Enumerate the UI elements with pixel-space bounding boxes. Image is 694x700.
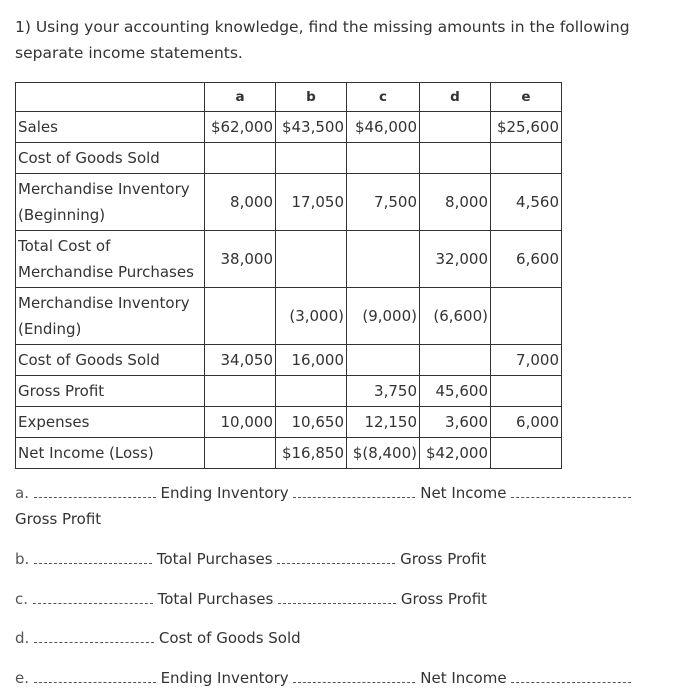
cell-value: $43,500 bbox=[276, 112, 347, 143]
cell-value: 16,000 bbox=[276, 345, 347, 376]
cell-value: $62,000 bbox=[205, 112, 276, 143]
table-row bbox=[16, 407, 562, 438]
answer-line-c bbox=[15, 590, 487, 608]
answer-letter: a. bbox=[15, 484, 29, 502]
answer-blank[interactable] bbox=[34, 487, 156, 498]
cell-value: 3,750 bbox=[347, 376, 420, 407]
answer-line-e bbox=[15, 669, 631, 687]
answer-item-label: Gross Profit bbox=[15, 510, 102, 528]
cell-value: 6,000 bbox=[491, 407, 562, 438]
table-row bbox=[16, 288, 562, 345]
cell-value bbox=[276, 143, 347, 174]
cell-value: 34,050 bbox=[205, 345, 276, 376]
cell-value: $(8,400) bbox=[347, 438, 420, 469]
answer-item-label: Net Income bbox=[420, 484, 507, 502]
cell-value bbox=[347, 143, 420, 174]
cell-value: 38,000 bbox=[205, 231, 276, 288]
row-label: Sales bbox=[16, 112, 205, 143]
answer-blank[interactable] bbox=[277, 553, 395, 564]
cell-value: $42,000 bbox=[420, 438, 491, 469]
answer-item-label: Total Purchases bbox=[157, 590, 274, 608]
answer-item-label: Gross Profit bbox=[400, 550, 487, 568]
row-label: Merchandise Inventory (Beginning) bbox=[16, 174, 205, 231]
row-label: Cost of Goods Sold bbox=[16, 143, 205, 174]
answer-line-a-continued bbox=[15, 510, 101, 528]
cell-value bbox=[347, 231, 420, 288]
table-row bbox=[16, 174, 562, 231]
answer-item-label: Net Income bbox=[420, 669, 507, 687]
cell-value: 17,050 bbox=[276, 174, 347, 231]
answer-blank[interactable] bbox=[293, 487, 415, 498]
cell-value: 8,000 bbox=[420, 174, 491, 231]
cell-value bbox=[205, 143, 276, 174]
question-text: 1) Using your accounting knowledge, find the missing amounts in the following separate income statements. bbox=[15, 18, 630, 62]
column-header-e: e bbox=[491, 83, 562, 112]
cell-value: 12,150 bbox=[347, 407, 420, 438]
column-header-c: c bbox=[347, 83, 420, 112]
table-row bbox=[16, 345, 562, 376]
cell-value bbox=[420, 112, 491, 143]
income-statements-table bbox=[15, 82, 562, 469]
answer-blank[interactable] bbox=[511, 487, 631, 498]
cell-value bbox=[491, 376, 562, 407]
cell-value: 7,000 bbox=[491, 345, 562, 376]
answer-item-label: Cost of Goods Sold bbox=[158, 629, 301, 647]
answer-letter: d. bbox=[15, 629, 30, 647]
cell-value: 6,600 bbox=[491, 231, 562, 288]
row-label: Net Income (Loss) bbox=[16, 438, 205, 469]
row-label: Total Cost of Merchandise Purchases bbox=[16, 231, 205, 288]
cell-value: $16,850 bbox=[276, 438, 347, 469]
cell-value bbox=[420, 345, 491, 376]
answer-blank[interactable] bbox=[34, 632, 154, 643]
cell-value: 8,000 bbox=[205, 174, 276, 231]
answer-item-label: Ending Inventory bbox=[160, 669, 289, 687]
answer-item-label: Total Purchases bbox=[156, 550, 273, 568]
cell-value: 4,560 bbox=[491, 174, 562, 231]
answer-blank[interactable] bbox=[34, 553, 152, 564]
cell-value: 32,000 bbox=[420, 231, 491, 288]
header-blank bbox=[16, 83, 205, 112]
row-label: Cost of Goods Sold bbox=[16, 345, 205, 376]
table-row bbox=[16, 143, 562, 174]
answer-blank[interactable] bbox=[278, 593, 396, 604]
cell-value: 10,650 bbox=[276, 407, 347, 438]
cell-value bbox=[276, 376, 347, 407]
answer-blank[interactable] bbox=[511, 672, 631, 683]
cell-value bbox=[276, 231, 347, 288]
table-row bbox=[16, 438, 562, 469]
cell-value: $46,000 bbox=[347, 112, 420, 143]
cell-value bbox=[205, 438, 276, 469]
cell-value: 10,000 bbox=[205, 407, 276, 438]
answer-line-a bbox=[15, 484, 631, 502]
cell-value bbox=[491, 438, 562, 469]
cell-value bbox=[491, 288, 562, 345]
cell-value bbox=[491, 143, 562, 174]
answer-line-b bbox=[15, 550, 486, 568]
cell-value: 45,600 bbox=[420, 376, 491, 407]
cell-value bbox=[420, 143, 491, 174]
cell-value bbox=[205, 288, 276, 345]
table-row bbox=[16, 112, 562, 143]
answer-line-d bbox=[15, 629, 301, 647]
row-label: Merchandise Inventory (Ending) bbox=[16, 288, 205, 345]
answer-letter: c. bbox=[15, 590, 29, 608]
cell-value: 7,500 bbox=[347, 174, 420, 231]
row-label: Expenses bbox=[16, 407, 205, 438]
answer-item-label: Ending Inventory bbox=[160, 484, 289, 502]
cell-value: $25,600 bbox=[491, 112, 562, 143]
cell-value: (9,000) bbox=[347, 288, 420, 345]
cell-value: (6,600) bbox=[420, 288, 491, 345]
column-header-b: b bbox=[276, 83, 347, 112]
table-row bbox=[16, 231, 562, 288]
column-header-a: a bbox=[205, 83, 276, 112]
row-label: Gross Profit bbox=[16, 376, 205, 407]
cell-value: 3,600 bbox=[420, 407, 491, 438]
answer-blank[interactable] bbox=[293, 672, 415, 683]
answer-blank[interactable] bbox=[33, 593, 153, 604]
answer-blank[interactable] bbox=[34, 672, 156, 683]
table-row bbox=[16, 376, 562, 407]
answer-letter: e. bbox=[15, 669, 29, 687]
answer-letter: b. bbox=[15, 550, 30, 568]
cell-value bbox=[205, 376, 276, 407]
cell-value bbox=[347, 345, 420, 376]
column-header-d: d bbox=[420, 83, 491, 112]
cell-value: (3,000) bbox=[276, 288, 347, 345]
answer-item-label: Gross Profit bbox=[400, 590, 488, 608]
